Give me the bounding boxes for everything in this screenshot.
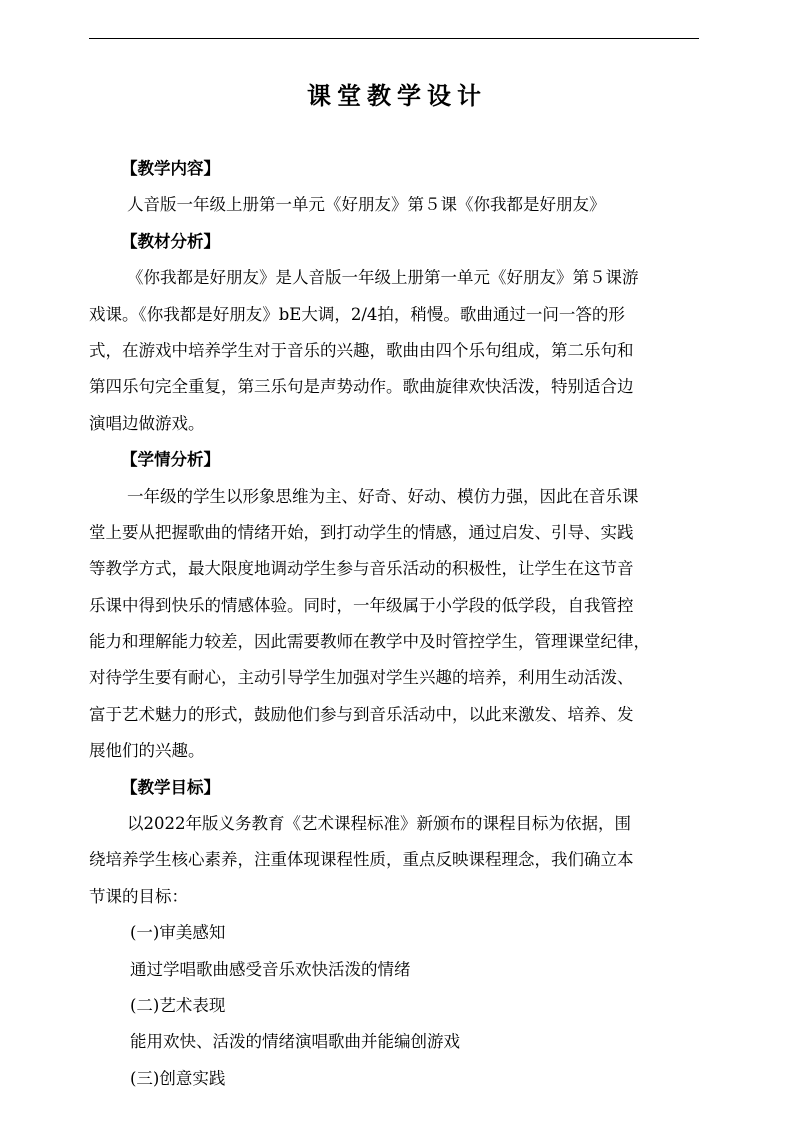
goal-item-text: 能用欢快、活泼的情绪演唱歌曲并能编创游戏 bbox=[130, 1032, 460, 1052]
students-line: 堂上要从把握歌曲的情绪开始，到打动学生的情感，通过启发、引导、实践 bbox=[89, 522, 634, 542]
students-line: 能力和理解能力较差，因此需要教师在教学中及时管控学生，管理课堂纪律， bbox=[89, 632, 650, 652]
goal-item-label: (三)创意实践 bbox=[130, 1068, 226, 1088]
material-line: 《你我都是好朋友》是人音版一年级上册第一单元《好朋友》第５课游 bbox=[127, 268, 639, 288]
students-line: 展他们的兴趣。 bbox=[89, 741, 205, 761]
goal-item-label: (一)审美感知 bbox=[130, 923, 226, 943]
goals-line: 节课的目标： bbox=[89, 886, 188, 906]
section-heading-content: 【教学内容】 bbox=[121, 159, 220, 178]
goal-item-label: (二)艺术表现 bbox=[130, 995, 226, 1015]
material-line: 戏课。《你我都是好朋友》bE大调，2/4拍，稍慢。歌曲通过一问一答的形 bbox=[89, 304, 625, 324]
students-line: 等教学方式，最大限度地调动学生参与音乐活动的积极性，让学生在这节音 bbox=[89, 559, 634, 579]
students-line: 乐课中得到快乐的情感体验。同时，一年级属于小学段的低学段，自我管控 bbox=[89, 595, 634, 615]
students-line: 富于艺术魅力的形式，鼓励他们参与到音乐活动中，以此来激发、培养、发 bbox=[89, 704, 634, 724]
section-heading-material: 【教材分析】 bbox=[121, 231, 220, 251]
goals-line: 以2022年版义务教育《艺术课程标准》新颁布的课程目标为依据，围 bbox=[127, 814, 631, 834]
header-rule bbox=[89, 38, 699, 39]
material-line: 式，在游戏中培养学生对于音乐的兴趣，歌曲由四个乐句组成，第二乐句和 bbox=[89, 340, 634, 360]
page-title: 课堂教学设计 bbox=[307, 81, 487, 110]
section-heading-goals: 【教学目标】 bbox=[121, 777, 220, 797]
section-heading-students: 【学情分析】 bbox=[121, 450, 220, 470]
material-line: 演唱边做游戏。 bbox=[89, 413, 205, 433]
goal-item-text: 通过学唱歌曲感受音乐欢快活泼的情绪 bbox=[130, 959, 411, 979]
goals-line: 绕培养学生核心素养，注重体现课程性质，重点反映课程理念，我们确立本 bbox=[89, 850, 634, 870]
content-line: 人音版一年级上册第一单元《好朋友》第５课《你我都是好朋友》 bbox=[127, 195, 606, 215]
students-line: 一年级的学生以形象思维为主、好奇、好动、模仿力强，因此在音乐课 bbox=[127, 486, 639, 506]
document-body bbox=[89, 151, 709, 1097]
material-line: 第四乐句完全重复，第三乐句是声势动作。歌曲旋律欢快活泼，特别适合边 bbox=[89, 377, 634, 397]
students-line: 对待学生要有耐心，主动引导学生加强对学生兴趣的培养，利用生动活泼、 bbox=[89, 668, 634, 688]
